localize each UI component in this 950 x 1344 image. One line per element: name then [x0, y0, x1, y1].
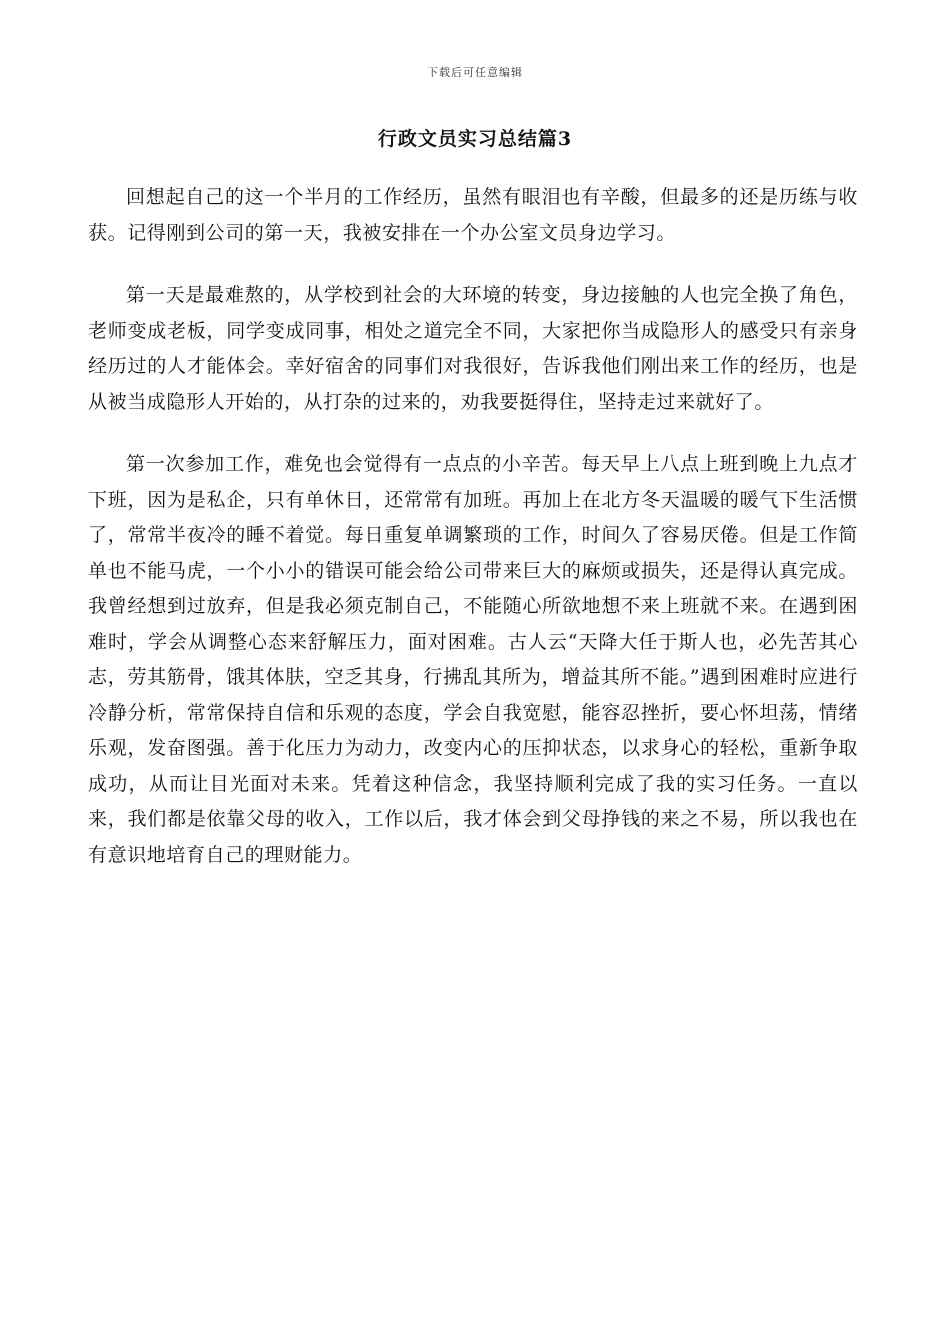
document-title: 行政文员实习总结篇3 — [377, 128, 573, 150]
document-body — [88, 180, 858, 900]
paragraph: 回想起自己的这一个半月的工作经历，虽然有眼泪也有辛酸，但最多的还是历练与收获。记得刚到公司的第一天，我被安排在一个办公室文员身边学习。 — [88, 186, 858, 244]
paragraph: 第一次参加工作，难免也会觉得有一点点的小辛苦。每天早上八点上班到晚上九点才下班，因为是私企，只有单休日，还常常有加班。再加上在北方冬天温暖的暖气下生活惯了，常常半夜冷的睡不着觉。每日重复单调繁琐的工作，时间久了容易厌倦。但是工作简单也不能马虎，一个小小的错误可能会给公司带来巨大的麻烦或损失，还是得认真完成。我曾经想到过放弃，但是我必须克制自己，不能随心所欲地想不来上班就不来。在遇到困难时，学会从调整心态来舒解压力，面对困难。古人云“天降大任于斯人也，必先苦其心志，劳其筋骨，饿其体肤，空乏其身，行拂乱其所为，增益其所不能。”遇到困难时应进行冷静分析，常常保持自信和乐观的态度，学会自我宽慰，能容忍挫折，要心怀坦荡，情绪乐观，发奋图强。善于化压力为动力，改变内心的压抑状态，以求身心的轻松，重新争取成功，从而让目光面对未来。凭着这种信念，我坚持顺利完成了我的实习任务。一直以来，我们都是依靠父母的收入，工作以后，我才体会到父母挣钱的来之不易，所以我也在有意识地培育自己的理财能力。 — [88, 453, 858, 866]
paragraph: 第一天是最难熬的，从学校到社会的大环境的转变，身边接触的人也完全换了角色，老师变成老板，同学变成同事，相处之道完全不同，大家把你当成隐形人的感受只有亲身经历过的人才能体会。幸好宿舍的同事们对我很好，告诉我他们刚出来工作的经历，也是从被当成隐形人开始的，从打杂的过来的，劝我要挺得住，坚持走过来就好了。 — [88, 284, 858, 413]
page-header-note: 下载后可任意编辑 — [427, 66, 523, 79]
